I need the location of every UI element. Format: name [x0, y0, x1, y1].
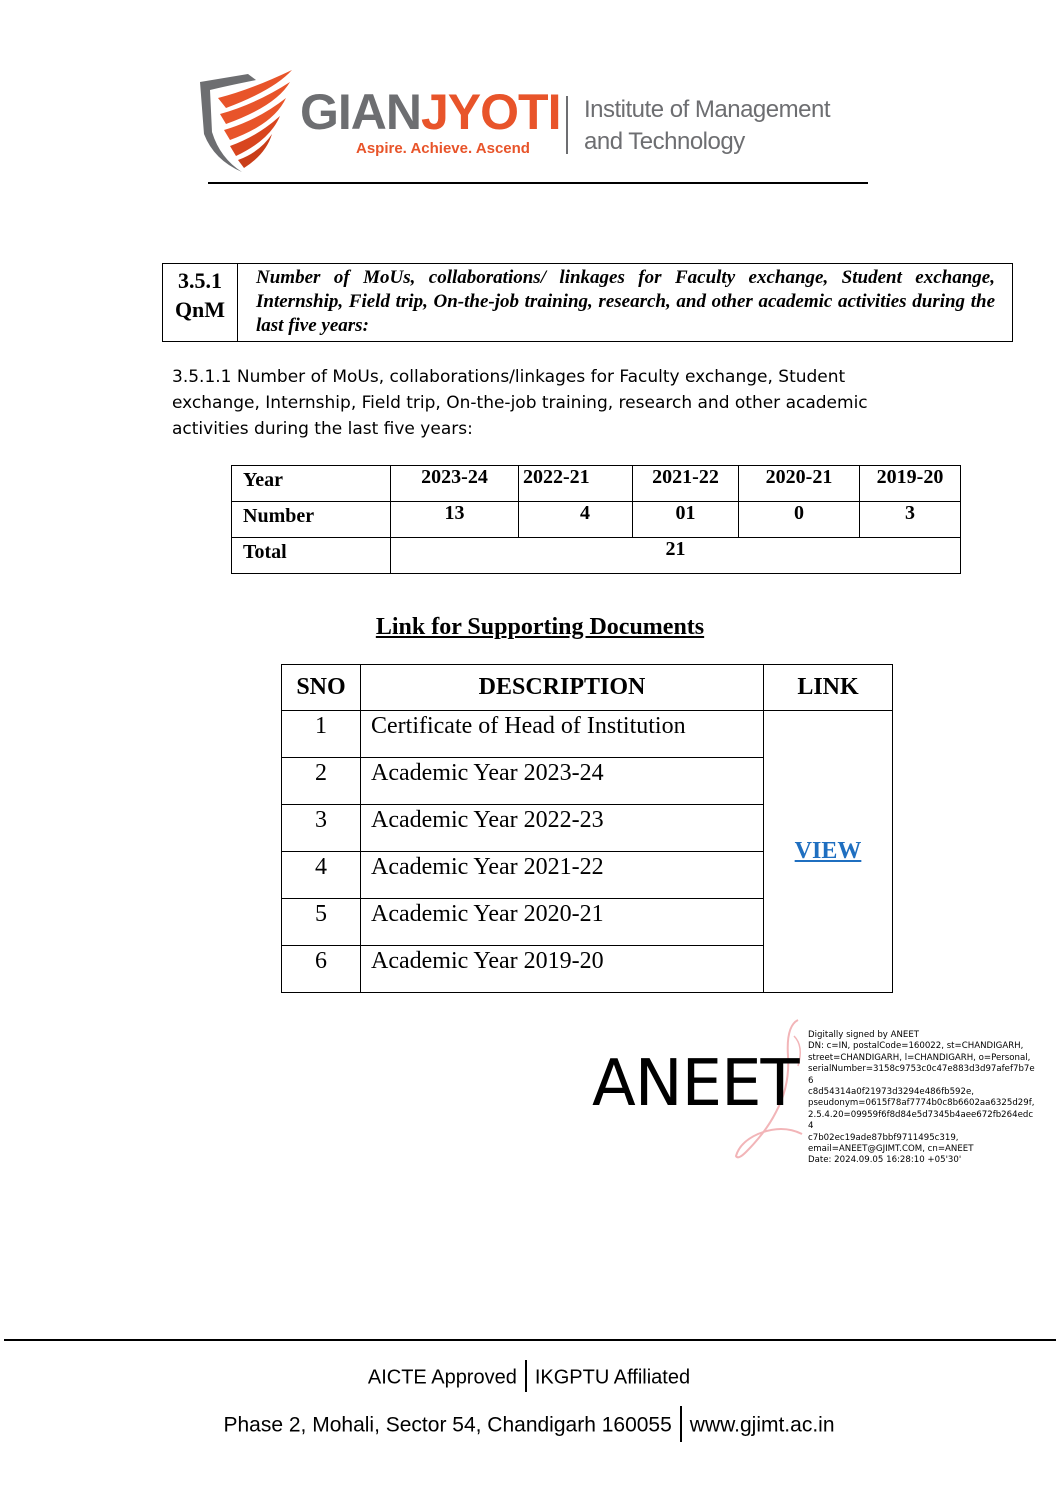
row-description: Academic Year 2023-24: [361, 758, 764, 805]
row-description: Academic Year 2021-22: [361, 852, 764, 899]
row-sno: 5: [282, 899, 361, 946]
signature-detail-line: street=CHANDIGARH, l=CHANDIGARH, o=Personal,: [808, 1052, 1031, 1063]
institute-name-line2: and Technology: [584, 128, 745, 155]
metric-description: 3.5.1.1 Number of MoUs, collaborations/linkages for Faculty exchange, Student exchange, Internship, Field trip, On-the-job training, research and other academic activities during the last five years:: [172, 367, 868, 439]
row-description: Academic Year 2019-20: [361, 946, 764, 993]
brand-wordmark-gian: GIAN: [300, 84, 421, 140]
row-sno: 1: [282, 711, 361, 758]
number-label: Number: [232, 502, 391, 538]
total-row: [232, 538, 961, 574]
footer-accreditation: [0, 1362, 1058, 1394]
signature-detail-line: pseudonym=0615f78af7774b0c8b6602aa6325d29f,: [808, 1098, 1035, 1109]
view-link[interactable]: VIEW: [794, 838, 862, 864]
signature-name: ANEET: [592, 1047, 799, 1121]
signature-detail-line: DN: c=IN, postalCode=160022, st=CHANDIGARH,: [808, 1041, 1024, 1052]
year-cell: 2019-20: [860, 466, 961, 502]
footer-divider: [680, 1406, 682, 1442]
row-sno: 3: [282, 805, 361, 852]
year-cell: 2020-21: [739, 466, 860, 502]
number-cell: 13: [391, 502, 519, 538]
total-value-text: 21: [665, 538, 686, 560]
signature-detail-line: Digitally signed by ANEET: [808, 1030, 920, 1040]
brand-wordmark-jyoti: JYOTI: [421, 84, 561, 140]
number-cell: 01: [633, 502, 739, 538]
logo-divider: [566, 96, 568, 154]
header-rule: [208, 182, 868, 184]
footer-divider: [525, 1360, 527, 1392]
footer-address: Phase 2, Mohali, Sector 54, Chandigarh 160055: [223, 1413, 672, 1437]
criterion-code-type: QnM: [174, 297, 226, 322]
row-sno: 6: [282, 946, 361, 993]
signature-detail-line: Date: 2024.09.05 16:28:10 +05'30': [808, 1155, 962, 1166]
footer-approval: AICTE Approved: [367, 1366, 517, 1389]
signature-details: [808, 1030, 1038, 1167]
footer-rule: [4, 1339, 1056, 1341]
brand-wordmark: [300, 84, 560, 140]
footer-contact: [0, 1408, 1058, 1444]
documents-table: [281, 664, 893, 993]
number-cell: 0: [739, 502, 860, 538]
documents-header-row: [282, 665, 893, 711]
row-description: Academic Year 2022-23: [361, 805, 764, 852]
year-cell: 2021-22: [633, 466, 739, 502]
footer-affiliation: IKGPTU Affiliated: [534, 1366, 691, 1389]
year-cell: 2022-21: [519, 466, 633, 502]
total-label: Total: [232, 538, 391, 574]
documents-heading: Link for Supporting Documents: [375, 614, 705, 640]
institute-name: [584, 94, 830, 158]
institute-name-line1: Institute of Management: [584, 96, 830, 123]
number-cell: 3: [860, 502, 961, 538]
year-cell: 2023-24: [391, 466, 519, 502]
flame-shield-icon: [196, 68, 298, 176]
criterion-code: [163, 264, 238, 342]
table-row: [282, 711, 893, 758]
signature-detail-line: c7b02ec19ade87bbf9711495c319,: [808, 1132, 959, 1143]
row-sno: 2: [282, 758, 361, 805]
signature-detail-line: email=ANEET@GJIMT.COM, cn=ANEET: [808, 1144, 974, 1155]
year-table: [231, 465, 961, 574]
year-label: Year: [232, 466, 391, 502]
column-header-link: LINK: [764, 665, 893, 711]
number-cell: 4: [519, 502, 633, 538]
criterion-box: [162, 263, 1013, 342]
signature-detail-line: c8d54314a0f21973d3294e486fb592e,: [808, 1087, 975, 1098]
criterion-title: Number of MoUs, collaborations/ linkages for Faculty exchange, Student exchange, Internship, Field trip, On-the-job training, research, and other academic activities during the last five years:: [238, 264, 1013, 342]
total-value: [391, 538, 961, 574]
brand-tagline: Aspire. Achieve. Ascend: [356, 140, 530, 157]
row-description: Certificate of Head of Institution: [361, 711, 764, 758]
criterion-code-number: 3.5.1: [178, 268, 222, 293]
column-header-sno: SNO: [282, 665, 361, 711]
signature-detail-line: serialNumber=3158c9753c0c47e883d3d97afef7b7e6: [808, 1064, 1035, 1086]
signature-detail-line: 2.5.4.20=09959f6f8d84e5d7345b4aee672fb264edc4: [808, 1109, 1034, 1132]
number-row: [232, 502, 961, 538]
row-sno: 4: [282, 852, 361, 899]
row-description: Academic Year 2020-21: [361, 899, 764, 946]
link-cell: [764, 711, 893, 993]
year-row: [232, 466, 961, 502]
column-header-description: DESCRIPTION: [361, 665, 764, 711]
footer-website[interactable]: www.gjimt.ac.in: [689, 1413, 835, 1437]
